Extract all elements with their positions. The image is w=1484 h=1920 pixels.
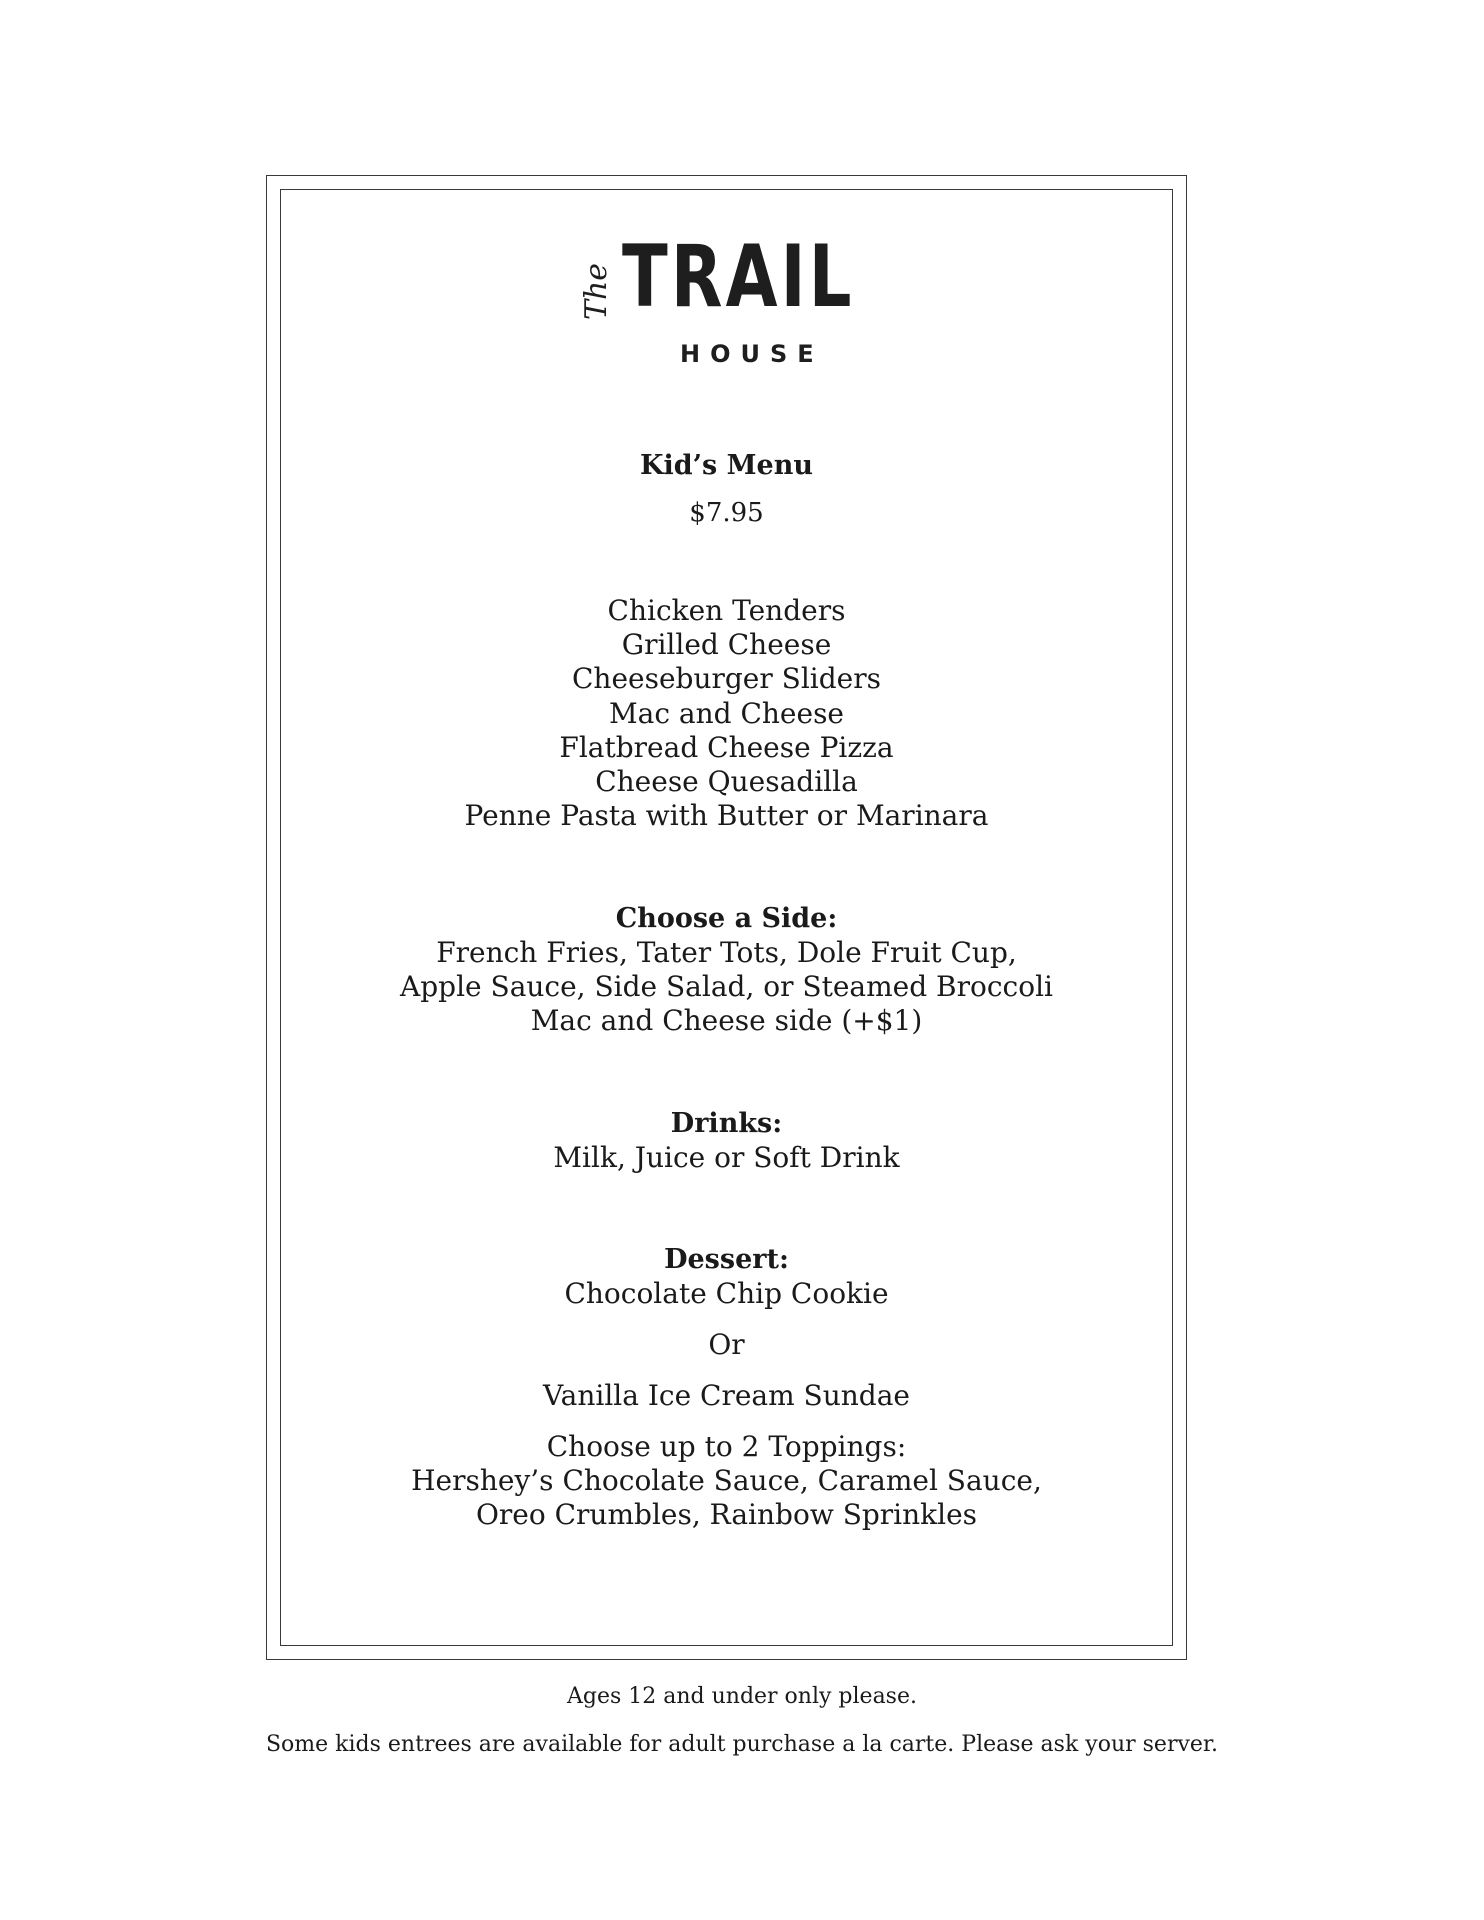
dessert-or: Or — [708, 1328, 745, 1361]
logo-house: HOUSE — [680, 340, 824, 368]
sides-line: Apple Sauce, Side Salad, or Steamed Broccoli — [400, 970, 1053, 1003]
entree-item: Flatbread Cheese Pizza — [559, 731, 894, 764]
logo-trail: TRAIL — [622, 227, 855, 327]
drinks-line: Milk, Juice or Soft Drink — [553, 1141, 900, 1174]
entree-item: Chicken Tenders — [607, 594, 846, 627]
age-note: Ages 12 and under only please. — [566, 1684, 917, 1709]
toppings-line: Hershey’s Chocolate Sauce, Caramel Sauce, — [411, 1464, 1042, 1497]
logo-the: The — [579, 262, 615, 321]
sides-heading: Choose a Side: — [615, 903, 838, 934]
dessert-heading: Dessert: — [664, 1244, 789, 1275]
sides-line: Mac and Cheese side (+$1) — [530, 1004, 923, 1037]
menu-title: Kid’s Menu — [640, 450, 813, 481]
dessert-option: Vanilla Ice Cream Sundae — [542, 1379, 910, 1412]
drinks-heading: Drinks: — [670, 1108, 783, 1139]
entree-item: Mac and Cheese — [608, 697, 845, 730]
entree-item: Penne Pasta with Butter or Marinara — [464, 799, 989, 832]
toppings-heading: Choose up to 2 Toppings: — [546, 1430, 907, 1463]
entree-item: Cheeseburger Sliders — [572, 662, 881, 695]
adult-purchase-note: Some kids entrees are available for adult purchase a la carte. Please ask your server. — [265, 1732, 1218, 1757]
dessert-option: Chocolate Chip Cookie — [564, 1277, 889, 1310]
entree-item: Cheese Quesadilla — [595, 765, 858, 798]
entree-item: Grilled Cheese — [621, 628, 832, 661]
menu-content — [280, 0, 1173, 1920]
sides-line: French Fries, Tater Tots, Dole Fruit Cup, — [436, 936, 1017, 969]
menu-price: $7.95 — [689, 498, 764, 528]
toppings-line: Oreo Crumbles, Rainbow Sprinkles — [475, 1498, 978, 1531]
